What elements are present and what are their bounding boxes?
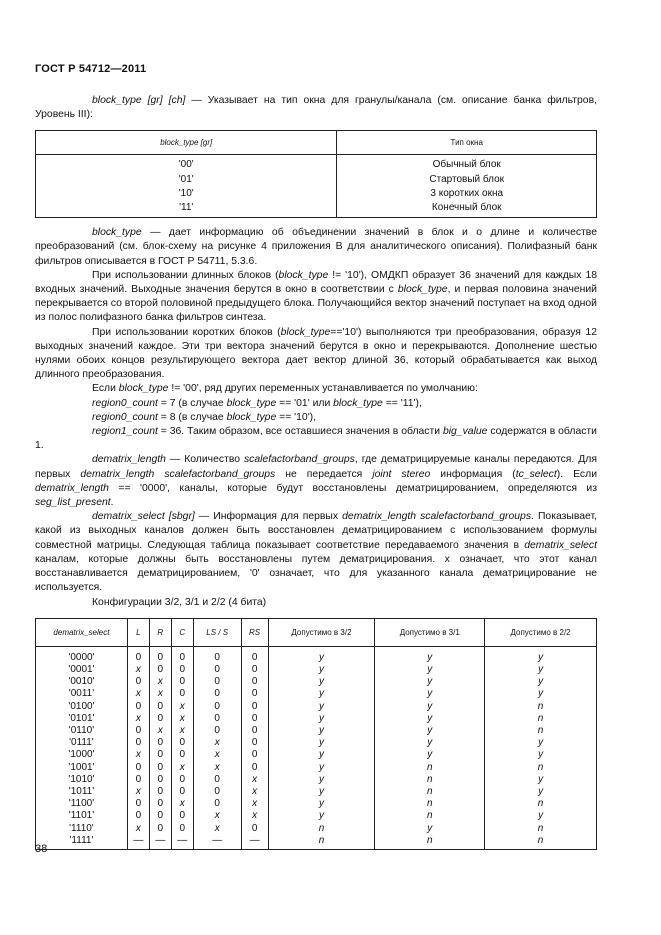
page-header: ГОСТ Р 54712—2011 [35, 63, 147, 75]
table-row [36, 835, 597, 850]
table-cell: y [485, 749, 597, 761]
table-cell: n [485, 701, 597, 713]
table-cell: 0 [127, 725, 149, 737]
table-cell: y [485, 774, 597, 786]
table-cell: 0 [241, 688, 268, 700]
long-blocks-paragraph: При использовании длинных блоков (block_type != '10'), ОМДКП образует 36 значений для каждых 18 входных значений. Выходные значения берутся в окно в соответствии с block_type, и первая половина значений перекрывается со второй половиной предыдущего блока. Получающийся вектор значений поступает на вход одной из полос полифазного банка фильтров синтеза. [35, 269, 598, 324]
table-row [36, 762, 597, 774]
table-cell: 0 [171, 676, 193, 688]
table-cell: y [268, 701, 375, 713]
table-cell: '1101' [36, 810, 128, 822]
dematrix-table-body [36, 646, 597, 849]
table-cell: 0 [149, 762, 171, 774]
table-cell: x [193, 823, 241, 835]
table-row [36, 810, 597, 822]
table-cell: x [241, 774, 268, 786]
table-cell: 0 [149, 646, 171, 664]
configuration-title: Конфигурации 3/2, 3/1 и 2/2 (4 бита) [92, 596, 267, 608]
table-row [36, 749, 597, 761]
table-cell: 0 [241, 737, 268, 749]
table-cell: y [268, 688, 375, 700]
table-row [36, 688, 597, 700]
table-cell: x [127, 749, 149, 761]
block-type-paragraph: block_type — дает информацию об объединении значений в блок и о длине и количестве преобразований (см. блок-схему на рисунке 4 приложения В для аналитического описания). Полифазный банк фильтров описывается в ГОСТ Р 54711, 5.3.6. [35, 227, 597, 267]
table-cell: n [375, 810, 485, 822]
table-cell: x [171, 762, 193, 774]
table-cell: '0000' [36, 646, 128, 664]
region1-count-line: region1_count = 36. Таким образом, все оставшиеся значения в области big_value содержатся в области 1. [35, 426, 597, 452]
table-row: '00' Обычный блок [36, 155, 597, 173]
table-row [36, 774, 597, 786]
table-cell: '1110' [36, 823, 128, 835]
table-cell: n [485, 762, 597, 774]
dematrix-length-paragraph: dematrix_length — Количество scalefactorband_groups, где дематрицируемые каналы передаются. Для первых dematrix_length scalefactorband_groups не передается joint stereo информация (tc_select). Если dematrix_length == '0000', каналы, которые будут восстановлены дематрицированием, определяются из seg_list_present. [35, 454, 597, 509]
column-header: L [127, 618, 149, 646]
table-cell: 0 [241, 823, 268, 835]
table-cell: 0 [193, 701, 241, 713]
table-cell: 0 [127, 798, 149, 810]
table-cell: x [193, 737, 241, 749]
table-cell: 0 [241, 713, 268, 725]
table-cell: — [127, 835, 149, 850]
table-cell: 0 [241, 646, 268, 664]
table-cell: 0 [241, 676, 268, 688]
table-cell: 0 [171, 774, 193, 786]
table-cell: x [127, 713, 149, 725]
table-cell: y [268, 810, 375, 822]
table-cell: n [375, 798, 485, 810]
table-cell: y [485, 737, 597, 749]
table-cell: x [171, 798, 193, 810]
table-cell: 0 [127, 810, 149, 822]
table-row: '10' 3 коротких окна [36, 187, 597, 201]
table-cell: '0011' [36, 688, 128, 700]
table-cell: y [268, 774, 375, 786]
table-cell: n [485, 713, 597, 725]
table-cell: 0 [127, 701, 149, 713]
column-header: LS / S [193, 618, 241, 646]
table-cell: 0 [193, 725, 241, 737]
column-header: dematrix_select [36, 618, 128, 646]
table-cell: — [193, 835, 241, 850]
table-cell: n [375, 762, 485, 774]
table-cell: y [375, 749, 485, 761]
table-cell: 0 [171, 664, 193, 676]
table-cell: '0001' [36, 664, 128, 676]
table-cell: y [268, 786, 375, 798]
table-cell: 0 [241, 762, 268, 774]
table-row [36, 725, 597, 737]
table-cell: x [127, 664, 149, 676]
table-cell: 0 [171, 786, 193, 798]
table-cell: — [149, 835, 171, 850]
column-header: R [149, 618, 171, 646]
short-blocks-paragraph: При использовании коротких блоков (block_type=='10') выполняются три преобразования, образуя 12 выходных значений каждое. Эти три вектора значений берутся в окно и перекрываются. Дополнение шестью нулями обоих концов результирующего вектора дает вектор длиной 36, который обрабатывается как выход длинного преобразования. [35, 326, 597, 381]
table-cell: x [193, 749, 241, 761]
table-cell: '0110' [36, 725, 128, 737]
table-cell: 0 [171, 646, 193, 664]
table-cell: n [485, 725, 597, 737]
table-row [36, 646, 597, 664]
defaults-paragraph: Если block_type != '00', ряд других переменных устанавливается по умолчанию: [92, 383, 478, 395]
table-cell: 0 [127, 646, 149, 664]
table-cell: x [149, 688, 171, 700]
table-row [36, 713, 597, 725]
table-cell: x [127, 786, 149, 798]
table-cell: 0 [193, 646, 241, 664]
table-cell: 0 [149, 701, 171, 713]
table-cell: x [171, 725, 193, 737]
table-row [36, 798, 597, 810]
table-cell: y [268, 749, 375, 761]
table-cell: y [485, 676, 597, 688]
table-cell: y [268, 798, 375, 810]
column-header: block_type [gr] [36, 131, 337, 155]
table-cell: y [268, 737, 375, 749]
table-cell: y [268, 646, 375, 664]
table-cell: y [485, 786, 597, 798]
table-cell: x [193, 762, 241, 774]
dematrix-select-paragraph: dematrix_select [sbgr] — Информация для первых dematrix_length scalefactorband_groups. Показывает, какой из выходных каналов должен быть восстановлен дематрицированием с использованием формулы совместной матрицы. Следующая таблица показывает соответствие передаваемого значения в dematrix_select каналам, которые должны быть восстановлены путем дематрицирования. x означает, что этот канал восстанавливается дематрицированием, '0' означает, что для указанного канала дематрицирование не используется. [35, 511, 597, 594]
table-cell: '0101' [36, 713, 128, 725]
table-cell: n [268, 823, 375, 835]
table-cell: 0 [241, 701, 268, 713]
table-cell: 0 [127, 676, 149, 688]
column-header: Допустимо в 3/1 [375, 618, 485, 646]
table-cell: y [375, 646, 485, 664]
table-cell: 0 [127, 774, 149, 786]
table-cell: y [268, 664, 375, 676]
table-row [36, 737, 597, 749]
table-cell: 0 [193, 688, 241, 700]
table-cell: y [375, 737, 485, 749]
table-cell: x [241, 810, 268, 822]
document-body [35, 94, 597, 850]
table-cell: 0 [149, 786, 171, 798]
table-cell: 0 [149, 798, 171, 810]
table-cell: 0 [193, 774, 241, 786]
table-row [36, 823, 597, 835]
table-cell: y [375, 676, 485, 688]
table-cell: x [171, 713, 193, 725]
table-cell: '0100' [36, 701, 128, 713]
table-cell: 0 [149, 713, 171, 725]
table-cell: 0 [193, 798, 241, 810]
table-cell: x [171, 701, 193, 713]
table-cell: x [127, 823, 149, 835]
table-cell: '1000' [36, 749, 128, 761]
block-type-gr-ch-paragraph: block_type [gr] [ch] — Указывает на тип окна для гранулы/канала (см. описание банка фильтров, Уровень III): [35, 95, 597, 121]
table-cell: y [485, 646, 597, 664]
table-cell: n [485, 823, 597, 835]
table-cell: — [171, 835, 193, 850]
table-cell: y [485, 688, 597, 700]
table-cell: x [127, 688, 149, 700]
table-cell: 0 [171, 749, 193, 761]
table-cell: n [375, 774, 485, 786]
table-cell: '1111' [36, 835, 128, 850]
table-cell: n [375, 786, 485, 798]
region0-count-line-2: region0_count = 8 (в случае block_type == '10'), [92, 411, 317, 423]
table-cell: 0 [171, 737, 193, 749]
table-row [36, 664, 597, 676]
table-cell: y [375, 725, 485, 737]
table-cell: n [485, 798, 597, 810]
table-cell: 0 [127, 737, 149, 749]
table-cell: '1010' [36, 774, 128, 786]
table-cell: n [268, 835, 375, 850]
table-header-row [36, 131, 597, 155]
table-cell: y [268, 713, 375, 725]
table-cell: x [193, 810, 241, 822]
table-cell: 0 [149, 810, 171, 822]
table-cell: x [241, 786, 268, 798]
table-cell: 0 [193, 676, 241, 688]
column-header: C [171, 618, 193, 646]
table-cell: y [375, 823, 485, 835]
table-cell: 0 [241, 749, 268, 761]
table-cell: y [485, 810, 597, 822]
table-cell: x [149, 725, 171, 737]
table-cell: y [375, 701, 485, 713]
column-header: Допустимо в 2/2 [485, 618, 597, 646]
table-cell: n [485, 835, 597, 850]
table-cell: y [375, 688, 485, 700]
table-cell: y [485, 664, 597, 676]
table-cell: 0 [149, 823, 171, 835]
table-cell: — [241, 835, 268, 850]
page-number: 38 [35, 843, 48, 855]
table-cell: x [149, 676, 171, 688]
table-cell: y [268, 725, 375, 737]
table-cell: 0 [171, 810, 193, 822]
table-header-row [36, 618, 597, 646]
table-row [36, 676, 597, 688]
table-cell: y [375, 713, 485, 725]
table-cell: 0 [149, 749, 171, 761]
column-header: Тип окна [337, 131, 597, 155]
table-cell: 0 [127, 762, 149, 774]
table-cell: 0 [149, 664, 171, 676]
table-cell: '1100' [36, 798, 128, 810]
table-row [36, 786, 597, 798]
dematrix-select-table [35, 618, 597, 850]
table-cell: 0 [193, 664, 241, 676]
block-type-table [35, 130, 597, 218]
column-header: RS [241, 618, 268, 646]
table-row: '11' Конечный блок [36, 201, 597, 218]
table-cell: y [268, 676, 375, 688]
table-cell: 0 [171, 688, 193, 700]
table-cell: 0 [193, 713, 241, 725]
table-cell: 0 [193, 786, 241, 798]
region0-count-line: region0_count = 7 (в случае block_type == '01' или block_type == '11'), [92, 397, 422, 409]
table-cell: 0 [149, 737, 171, 749]
table-cell: '1001' [36, 762, 128, 774]
table-cell: 0 [241, 725, 268, 737]
table-cell: 0 [149, 774, 171, 786]
table-cell: y [375, 664, 485, 676]
table-cell: '0111' [36, 737, 128, 749]
table-cell: 0 [241, 664, 268, 676]
table-cell: '0010' [36, 676, 128, 688]
table-cell: y [268, 762, 375, 774]
table-row: '01' Стартовый блок [36, 173, 597, 187]
table-cell: 0 [171, 823, 193, 835]
table-row [36, 701, 597, 713]
table-cell: x [241, 798, 268, 810]
table-cell: '1011' [36, 786, 128, 798]
table-cell: n [375, 835, 485, 850]
column-header: Допустимо в 3/2 [268, 618, 375, 646]
